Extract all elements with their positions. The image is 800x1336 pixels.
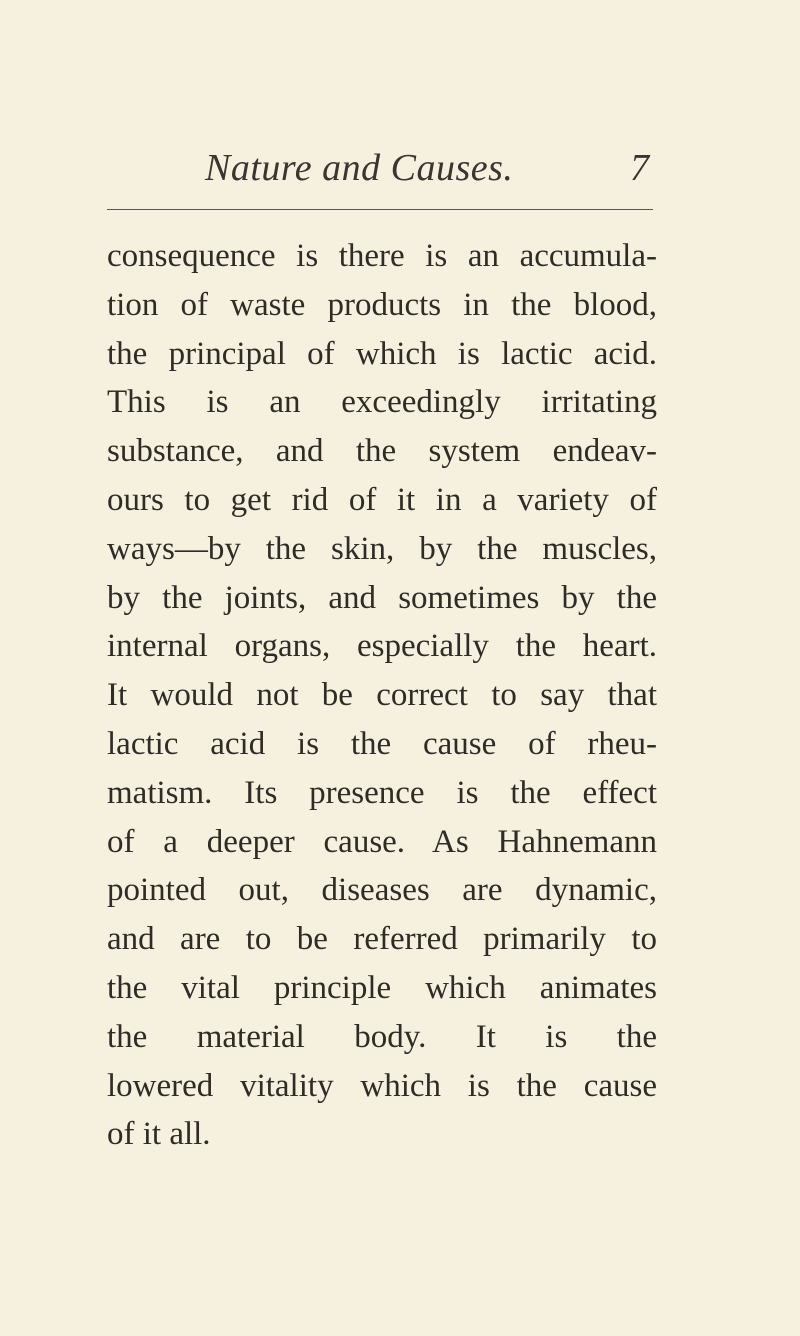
text-line: and are to be referred primarily to [107, 921, 657, 958]
text-line: of a deeper cause. As Hahnemann [107, 823, 657, 860]
text-line: ways—by the skin, by the muscles, [107, 530, 657, 567]
running-title: Nature and Causes. [205, 147, 514, 189]
text-line: of it all. [107, 1116, 211, 1153]
text-line: This is an exceedingly irritating [107, 384, 657, 421]
text-line: It would not be correct to say that [107, 677, 657, 714]
text-line: matism. Its presence is the effect [107, 774, 657, 811]
body-text [107, 232, 657, 1159]
text-line: substance, and the system endeav- [107, 433, 657, 470]
text-line: the principal of which is lactic acid. [107, 335, 657, 372]
text-line: internal organs, especially the heart. [107, 628, 657, 665]
page-number: 7 [630, 147, 649, 189]
text-line: lowered vitality which is the cause [107, 1067, 657, 1104]
text-line: ours to get rid of it in a variety of [107, 481, 657, 518]
text-line: lactic acid is the cause of rheu- [107, 725, 657, 762]
text-line: consequence is there is an accumula- [107, 238, 657, 274]
header-rule [107, 209, 653, 210]
text-line: the material body. It is the [107, 1018, 657, 1055]
text-line: pointed out, diseases are dynamic, [107, 872, 657, 909]
text-line: the vital principle which animates [107, 969, 657, 1006]
text-line: tion of waste products in the blood, [107, 286, 657, 323]
text-line: by the joints, and sometimes by the [107, 579, 657, 616]
running-head [107, 146, 655, 196]
